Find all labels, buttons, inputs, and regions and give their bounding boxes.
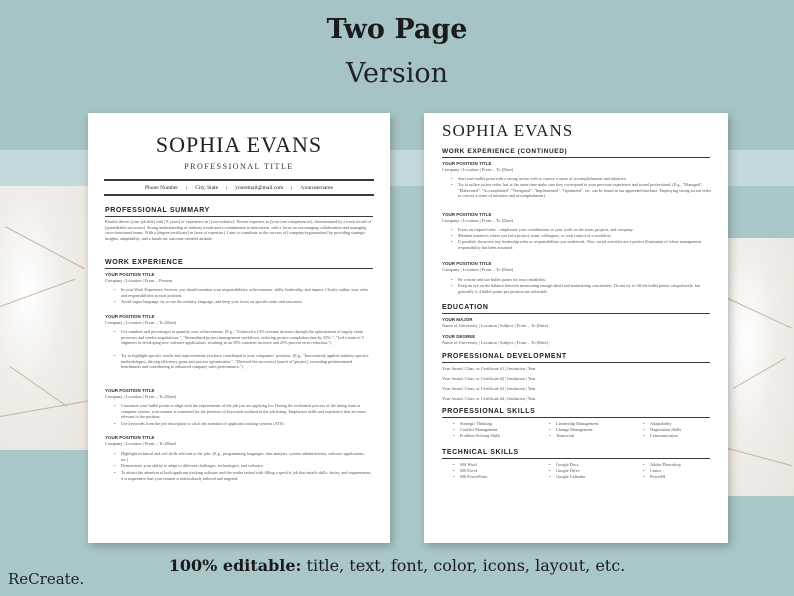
technical-column [452, 462, 487, 480]
technical-item: • MS Word [452, 462, 487, 468]
skill-item: • Communication [642, 433, 681, 439]
skills-column [452, 421, 500, 439]
contact-sep: | [291, 184, 293, 191]
job-title: YOUR POSITION TITLE [442, 261, 492, 266]
contact-rule-bottom [104, 194, 374, 196]
contact-sep: | [186, 184, 188, 191]
technical-column [642, 462, 681, 480]
job-bullet: • Try to highlight specific results and improvements you have contributed to your companies' positions. (E.g., "Innovatively applied industry-specific methodologies, driving efficiency gains and process optimization.", "Directed the successful launch of [project], exceeding predetermined benchmarks and contributing to enhanced company sales performance.") [112, 353, 373, 370]
job-bullet: • Focus on impact/value – emphasize your contributions to your work on the team, projects, and company. [449, 227, 713, 233]
job-bullet: • Demonstrate your ability to adapt to different challenges, technologies, and software. [112, 463, 373, 469]
footer-bold: 100% editable: [168, 556, 302, 575]
technical-item: • Google Drive [548, 468, 585, 474]
job-title: YOUR POSITION TITLE [105, 272, 155, 277]
contact-line [104, 182, 374, 193]
contact-sep: | [226, 184, 228, 191]
job-bullet: • Avoid vague language, try to use the industry language, and keep your focus on specific tasks and outcomes. [112, 299, 373, 305]
marble-right [728, 238, 794, 496]
award-item: Your Award, Class, or Certificate #1 | Institution | Year [442, 366, 536, 371]
job-company: Company | Location | From – To (Date) [442, 218, 514, 223]
skill-item: • Conflict Management [452, 427, 500, 433]
section-rule [442, 458, 710, 459]
technical-item: • MS PowerPoint [452, 474, 487, 480]
job-title: YOUR POSITION TITLE [105, 388, 155, 393]
skills-heading: PROFESSIONAL SKILLS [442, 408, 536, 415]
resume-page-2 [424, 113, 728, 543]
education-heading: EDUCATION [442, 304, 489, 311]
job-bullet: • Start each bullet point with a strong action verb to convey a sense of accomplishments and initiative. [449, 176, 713, 182]
technical-item: • Canva [642, 468, 681, 474]
resume-page-1 [88, 113, 390, 543]
technical-item: • MS Excel [452, 468, 487, 474]
award-item: Your Award, Class, or Certificate #2 | Institution | Year [442, 376, 536, 381]
award-item: Your Award, Class, or Certificate #3 | Institution | Year [442, 386, 536, 391]
footer-caption [0, 556, 794, 575]
brand-logo: ReCreate. [8, 570, 85, 588]
section-rule [105, 268, 373, 269]
skills-column [548, 421, 599, 439]
technical-column [548, 462, 585, 480]
skill-item: • Negotiation Skills [642, 427, 681, 433]
job-bullet: • Try to utilize action verbs, but at the same time make sure they correspond to your previous experience and sound professional. (E.g., "Managed", "Elaborated", "Accomplished", "Navigated", "Implemented", "Optimized", etc. can be found in our appended brochure. Employing strong action verbs to convey a sense of initiative and accomplishment) [449, 182, 713, 199]
professional-title: PROFESSIONAL TITLE [184, 162, 294, 171]
job-bullet: • To attract the attention of both applicant tracking software and the reader tasked with filling a specific job that entails skills, duties, and requirements, it is imperative that your resume is meticulously tailored and targeted. [112, 470, 373, 481]
resume-name: SOPHIA EVANS [155, 132, 323, 157]
summary-heading: PROFESSIONAL SUMMARY [105, 207, 210, 214]
job-bullet: • Keep an eye on the balance between mentioning enough detail and maintaining conciseness. Do not try to fill the bullet points compulsively, but generally 3–4 bullet points per position are advisable. [449, 283, 713, 294]
heading-subtitle: Version [345, 58, 449, 89]
footer-rest: title, text, font, color, icons, layout, etc. [301, 556, 626, 575]
job-title: YOUR POSITION TITLE [442, 212, 492, 217]
job-bullet: • Mention instances where you led a project, team, colleagues, or took control of a workflow. [449, 233, 713, 239]
skills-column [642, 421, 681, 439]
skill-item: • Leadership Management [548, 421, 599, 427]
education-detail: Name of University | Location | Subject | From – To (Date) [442, 323, 549, 328]
contact-rule-top [104, 179, 374, 181]
job-title: YOUR POSITION TITLE [105, 314, 155, 319]
job-title: YOUR POSITION TITLE [442, 161, 492, 166]
resume-name: SOPHIA EVANS [442, 121, 574, 140]
technical-item: • Adobe Photoshop [642, 462, 681, 468]
education-detail: Name of University | Location | Subject | From – To (Date) [442, 340, 549, 345]
job-company: Company | Location | From – To (Date) [442, 267, 514, 272]
job-title: YOUR POSITION TITLE [105, 435, 155, 440]
job-bullet: • Use keywords from the job description to catch the attention of applicant tracking systems (ATS). [112, 421, 373, 427]
work-heading: WORK EXPERIENCE [105, 259, 184, 266]
skill-item: • Adaptability [642, 421, 681, 427]
development-heading: PROFESSIONAL DEVELOPMENT [442, 353, 567, 360]
marble-left [0, 186, 90, 450]
job-bullet: • If possible, showcase any leadership roles or responsibilities you undertook. Also, social activities are a perfect illustration of where management responsibility has been assumed. [449, 239, 713, 250]
skill-item: • Teamwork [548, 433, 599, 439]
job-company: Company | Location | From – To (Date) [105, 394, 177, 399]
job-company: Company | Location | From – To (Date) [442, 167, 514, 172]
job-bullet: • Be concise and use bullet points for easy readability. [449, 277, 713, 283]
heading-title: Two Page [326, 14, 468, 45]
job-company: Company | Location | From – Present [105, 278, 173, 283]
award-item: Your Award, Class, or Certificate #4 | Institution | Year [442, 396, 536, 401]
technical-item: • Google Docs [548, 462, 585, 468]
technical-heading: TECHNICAL SKILLS [442, 449, 519, 456]
section-rule [442, 362, 710, 363]
summary-text: Results-driven [your job title] with [X years] of experience in [your industry]. Proven expertise in [your core competencies], demonstrated by a track record of [quantifiable successes]. Strong understanding of industry trends and a commitment to innovation, with a focus on encouraging collaboration and managing cross-functional teams. With a [degree/certificate] in [area of expertise], I aim to contribute to the success of [company/organization] by providing strategic insights, adaptability, and a hands-on, outcome oriented attitude. [105, 219, 371, 241]
job-bullet: • Highlight technical and soft skills relevant to the jobs. (E.g., programming languages, data analysis, system administration, software applications, etc.) [112, 451, 373, 462]
job-bullet: • In your Work Experience Section, you should mention your responsibilities, achievements, skills, leadership, and impact. Clearly outline your roles and responsibilities in each position. [112, 287, 373, 298]
contact-username: /yourusername [300, 184, 334, 191]
technical-item: • Google Calendar [548, 474, 585, 480]
skill-item: • Problem-Solving Skills [452, 433, 500, 439]
job-company: Company | Location | From – To (Date) [105, 320, 177, 325]
work-continued-heading: WORK EXPERIENCE (CONTINUED) [442, 148, 568, 155]
contact-location: City, State [195, 184, 219, 191]
contact-phone: Phone Number [144, 184, 179, 191]
education-title: YOUR MAJOR [442, 317, 473, 322]
education-title: YOUR DEGREE [442, 334, 476, 339]
section-rule [105, 216, 373, 217]
section-rule [442, 313, 710, 314]
section-rule [442, 157, 710, 158]
skill-item: • Strategic Thinking [452, 421, 500, 427]
section-rule [442, 417, 710, 418]
job-bullet: • Customize your bullet points to align with the requirements of the job you are applying for. During the evaluation process of the hiring team or computer system, your resume is examined for the presence of keywords outlined in the job listing. Emphasize skills and experience that are most relevant to the position. [112, 403, 373, 420]
job-bullet: • Use numbers and percentages to quantify your achievements. (E.g., "Achieved a 15% revenue increase through the optimization of supply chain processes and vendor negotiations.", "Streamlined project management workflows, reducing project completion time by 35%.", "Led a team of 5 engineers in developing new software applications, resulting in an 10% customer increase and 25% process error reduction.") [112, 329, 373, 346]
technical-item: • PowerBI [642, 474, 681, 480]
job-company: Company | Location | From – To (Date) [105, 441, 177, 446]
skill-item: • Change Management [548, 427, 599, 433]
contact-email: youremail@mail.com [235, 184, 284, 191]
